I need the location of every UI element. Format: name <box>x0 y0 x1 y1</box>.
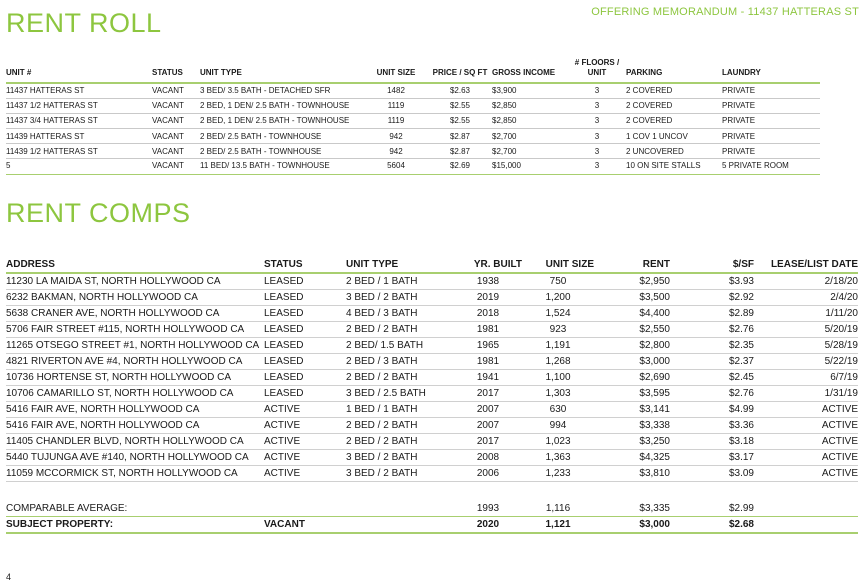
unit-count: 5 <box>6 159 152 174</box>
address: 11059 MCCORMICK ST, NORTH HOLLYWOOD CA <box>6 466 264 482</box>
address: 5638 CRANER AVE, NORTH HOLLYWOOD CA <box>6 306 264 322</box>
status: LEASED <box>264 322 346 338</box>
unit-size: 1119 <box>364 98 428 113</box>
unit-size: 1,268 <box>522 354 594 370</box>
unit-size: 750 <box>522 273 594 290</box>
table-row <box>6 434 858 450</box>
col-parking: PARKING <box>626 56 722 83</box>
table-row <box>6 466 858 482</box>
unit-size: 1,524 <box>522 306 594 322</box>
address: 10736 HORTENSE ST, NORTH HOLLYWOOD CA <box>6 370 264 386</box>
table-row-total <box>6 159 820 174</box>
year-built: 2007 <box>454 402 522 418</box>
col-status: STATUS <box>264 258 346 273</box>
gross-income: $3,900 <box>492 83 568 98</box>
year-built: 1981 <box>454 354 522 370</box>
year-built: 2020 <box>454 517 522 534</box>
laundry: PRIVATE <box>722 129 820 144</box>
rent: $2,690 <box>594 370 670 386</box>
rent: $3,000 <box>594 354 670 370</box>
table-row <box>6 338 858 354</box>
address: 11265 OTSEGO STREET #1, NORTH HOLLYWOOD CA <box>6 338 264 354</box>
page-number: 4 <box>6 572 12 582</box>
unit-type: 2 BED / 2 BATH <box>346 434 454 450</box>
lease-date: 1/11/20 <box>754 306 858 322</box>
unit-size: 1,363 <box>522 450 594 466</box>
rent: $3,335 <box>594 501 670 517</box>
price-sqft: $2.76 <box>670 386 754 402</box>
year-built: 2006 <box>454 466 522 482</box>
rent-comps-table <box>6 258 858 534</box>
address: 5416 FAIR AVE, NORTH HOLLYWOOD CA <box>6 418 264 434</box>
unit-type: 1 BED / 1 BATH <box>346 402 454 418</box>
unit-number: 11439 1/2 HATTERAS ST <box>6 144 152 159</box>
price-sqft: $2.99 <box>670 501 754 517</box>
unit-size: 1,200 <box>522 290 594 306</box>
table-row <box>6 83 820 98</box>
parking: 2 COVERED <box>626 98 722 113</box>
lease-date: 2/18/20 <box>754 273 858 290</box>
unit-type: 2 BED / 2 BATH <box>346 322 454 338</box>
unit-type: 2 BED / 2 BATH <box>346 418 454 434</box>
price-sqft: $2.76 <box>670 322 754 338</box>
col-unit-size: UNIT SIZE <box>364 56 428 83</box>
parking: 1 COV 1 UNCOV <box>626 129 722 144</box>
year-built: 1981 <box>454 322 522 338</box>
price-sqft: $2.69 <box>428 159 492 174</box>
unit-type: 2 BED, 1 DEN/ 2.5 BATH - TOWNHOUSE <box>200 98 364 113</box>
unit-size: 1,233 <box>522 466 594 482</box>
rent: $2,550 <box>594 322 670 338</box>
unit-size: 630 <box>522 402 594 418</box>
status: VACANT <box>152 98 200 113</box>
rent-roll-title: RENT ROLL <box>6 8 162 38</box>
status: ACTIVE <box>264 450 346 466</box>
rent: $3,250 <box>594 434 670 450</box>
rent: $2,950 <box>594 273 670 290</box>
laundry: PRIVATE <box>722 98 820 113</box>
unit-type <box>346 501 454 517</box>
unit-number: 11437 HATTERAS ST <box>6 83 152 98</box>
unit-size: 1,100 <box>522 370 594 386</box>
lease-date: ACTIVE <box>754 418 858 434</box>
col-unit-number: UNIT # <box>6 56 152 83</box>
unit-type: 11 BED/ 13.5 BATH - TOWNHOUSE <box>200 159 364 174</box>
unit-size: 942 <box>364 129 428 144</box>
price-sqft: $3.93 <box>670 273 754 290</box>
laundry: PRIVATE <box>722 144 820 159</box>
status: VACANT <box>152 129 200 144</box>
status: ACTIVE <box>264 466 346 482</box>
status: ACTIVE <box>264 418 346 434</box>
address: COMPARABLE AVERAGE: <box>6 501 264 517</box>
status <box>264 501 346 517</box>
table-row <box>6 273 858 290</box>
table-row <box>6 450 858 466</box>
price-sqft: $3.17 <box>670 450 754 466</box>
table-row <box>6 113 820 128</box>
floors: 3 <box>568 98 626 113</box>
year-built: 1965 <box>454 338 522 354</box>
status: VACANT <box>152 83 200 98</box>
price-sqft: $3.18 <box>670 434 754 450</box>
price-sqft: $2.92 <box>670 290 754 306</box>
parking: 2 COVERED <box>626 113 722 128</box>
status: VACANT <box>264 517 346 534</box>
laundry: PRIVATE <box>722 83 820 98</box>
gross-income: $2,850 <box>492 98 568 113</box>
unit-type: 2 BED / 3 BATH <box>346 354 454 370</box>
lease-date: 5/28/19 <box>754 338 858 354</box>
rent-roll-table <box>6 56 820 175</box>
status: LEASED <box>264 306 346 322</box>
address: 5706 FAIR STREET #115, NORTH HOLLYWOOD CA <box>6 322 264 338</box>
address: 11230 LA MAIDA ST, NORTH HOLLYWOOD CA <box>6 273 264 290</box>
lease-date: ACTIVE <box>754 450 858 466</box>
price-sqft: $2.37 <box>670 354 754 370</box>
price-sqft: $2.35 <box>670 338 754 354</box>
lease-date: ACTIVE <box>754 434 858 450</box>
address: 10706 CAMARILLO ST, NORTH HOLLYWOOD CA <box>6 386 264 402</box>
gross-income: $2,700 <box>492 129 568 144</box>
col-lease-date: LEASE/LIST DATE <box>754 258 858 273</box>
unit-type <box>346 517 454 534</box>
unit-type: 3 BED / 2 BATH <box>346 466 454 482</box>
year-built: 2018 <box>454 306 522 322</box>
status: ACTIVE <box>264 402 346 418</box>
rent: $3,500 <box>594 290 670 306</box>
col-rent: RENT <box>594 258 670 273</box>
lease-date <box>754 517 858 534</box>
laundry: PRIVATE <box>722 113 820 128</box>
year-built: 2007 <box>454 418 522 434</box>
lease-date: ACTIVE <box>754 466 858 482</box>
rent: $4,325 <box>594 450 670 466</box>
rent: $3,338 <box>594 418 670 434</box>
rent: $3,000 <box>594 517 670 534</box>
col-address: ADDRESS <box>6 258 264 273</box>
unit-type: 2 BED, 1 DEN/ 2.5 BATH - TOWNHOUSE <box>200 113 364 128</box>
price-sqft: $3.36 <box>670 418 754 434</box>
unit-type: 4 BED / 3 BATH <box>346 306 454 322</box>
table-row <box>6 354 858 370</box>
unit-size: 942 <box>364 144 428 159</box>
unit-number: 11437 1/2 HATTERAS ST <box>6 98 152 113</box>
year-built: 1993 <box>454 501 522 517</box>
price-sqft: $3.09 <box>670 466 754 482</box>
subject-property-row <box>6 517 858 534</box>
address: 5416 FAIR AVE, NORTH HOLLYWOOD CA <box>6 402 264 418</box>
rent-roll-header-row <box>6 56 820 83</box>
col-laundry: LAUNDRY <box>722 56 820 83</box>
rent-comps-title: RENT COMPS <box>6 198 191 228</box>
unit-type: 3 BED / 2 BATH <box>346 450 454 466</box>
status: LEASED <box>264 273 346 290</box>
unit-type: 2 BED / 1 BATH <box>346 273 454 290</box>
col-unit-size: UNIT SIZE <box>522 258 594 273</box>
address: 11405 CHANDLER BLVD, NORTH HOLLYWOOD CA <box>6 434 264 450</box>
status: ACTIVE <box>264 434 346 450</box>
price-sqft: $2.55 <box>428 113 492 128</box>
price-sqft: $2.45 <box>670 370 754 386</box>
col-floors: # FLOORS / UNIT <box>568 56 626 83</box>
col-unit-type: UNIT TYPE <box>346 258 454 273</box>
col-price-sqft: PRICE / SQ FT <box>428 56 492 83</box>
year-built: 2017 <box>454 386 522 402</box>
address: SUBJECT PROPERTY: <box>6 517 264 534</box>
floors: 3 <box>568 83 626 98</box>
table-row <box>6 306 858 322</box>
status: LEASED <box>264 370 346 386</box>
table-row <box>6 129 820 144</box>
col-unit-type: UNIT TYPE <box>200 56 364 83</box>
floors: 3 <box>568 129 626 144</box>
lease-date: 2/4/20 <box>754 290 858 306</box>
price-sqft: $2.87 <box>428 144 492 159</box>
price-sqft: $2.63 <box>428 83 492 98</box>
document-header: OFFERING MEMORANDUM - 11437 HATTERAS ST <box>591 6 859 18</box>
col-status: STATUS <box>152 56 200 83</box>
spacer-cell <box>6 482 858 501</box>
year-built: 1938 <box>454 273 522 290</box>
unit-type: 2 BED/ 2.5 BATH - TOWNHOUSE <box>200 144 364 159</box>
unit-size: 1,121 <box>522 517 594 534</box>
lease-date <box>754 501 858 517</box>
table-row <box>6 290 858 306</box>
price-sqft: $2.55 <box>428 98 492 113</box>
status: VACANT <box>152 159 200 174</box>
address: 5440 TUJUNGA AVE #140, NORTH HOLLYWOOD CA <box>6 450 264 466</box>
unit-type: 3 BED / 2 BATH <box>346 290 454 306</box>
price-sqft: $4.99 <box>670 402 754 418</box>
year-built: 1941 <box>454 370 522 386</box>
address: 4821 RIVERTON AVE #4, NORTH HOLLYWOOD CA <box>6 354 264 370</box>
price-sqft: $2.68 <box>670 517 754 534</box>
unit-size: 1,116 <box>522 501 594 517</box>
year-built: 2017 <box>454 434 522 450</box>
unit-size: 5604 <box>364 159 428 174</box>
comparable-average-row <box>6 501 858 517</box>
col-year-built: YR. BUILT <box>454 258 522 273</box>
year-built: 2008 <box>454 450 522 466</box>
table-row <box>6 144 820 159</box>
rent-comps-header-row <box>6 258 858 273</box>
unit-type: 2 BED/ 2.5 BATH - TOWNHOUSE <box>200 129 364 144</box>
unit-size: 994 <box>522 418 594 434</box>
rent: $4,400 <box>594 306 670 322</box>
status: LEASED <box>264 354 346 370</box>
lease-date: ACTIVE <box>754 402 858 418</box>
col-price-sqft: $/SF <box>670 258 754 273</box>
unit-size: 1,023 <box>522 434 594 450</box>
lease-date: 5/22/19 <box>754 354 858 370</box>
unit-type: 3 BED / 2.5 BATH <box>346 386 454 402</box>
rent: $3,595 <box>594 386 670 402</box>
table-row <box>6 370 858 386</box>
unit-type: 3 BED/ 3.5 BATH - DETACHED SFR <box>200 83 364 98</box>
floors: 3 <box>568 113 626 128</box>
floors: 3 <box>568 144 626 159</box>
table-row <box>6 402 858 418</box>
table-row <box>6 98 820 113</box>
floors: 3 <box>568 159 626 174</box>
status: LEASED <box>264 338 346 354</box>
price-sqft: $2.87 <box>428 129 492 144</box>
parking: 10 ON SITE STALLS <box>626 159 722 174</box>
lease-date: 6/7/19 <box>754 370 858 386</box>
col-gross-income: GROSS INCOME <box>492 56 568 83</box>
unit-type: 2 BED / 2 BATH <box>346 370 454 386</box>
unit-size: 923 <box>522 322 594 338</box>
rent: $3,810 <box>594 466 670 482</box>
rent: $3,141 <box>594 402 670 418</box>
unit-type: 2 BED/ 1.5 BATH <box>346 338 454 354</box>
gross-income: $15,000 <box>492 159 568 174</box>
table-row <box>6 386 858 402</box>
rent: $2,800 <box>594 338 670 354</box>
unit-size: 1,191 <box>522 338 594 354</box>
table-row <box>6 418 858 434</box>
status: LEASED <box>264 386 346 402</box>
gross-income: $2,700 <box>492 144 568 159</box>
status: VACANT <box>152 113 200 128</box>
gross-income: $2,850 <box>492 113 568 128</box>
year-built: 2019 <box>454 290 522 306</box>
unit-number: 11439 HATTERAS ST <box>6 129 152 144</box>
parking: 2 UNCOVERED <box>626 144 722 159</box>
unit-number: 11437 3/4 HATTERAS ST <box>6 113 152 128</box>
parking: 2 COVERED <box>626 83 722 98</box>
unit-size: 1119 <box>364 113 428 128</box>
lease-date: 5/20/19 <box>754 322 858 338</box>
table-row <box>6 322 858 338</box>
status: VACANT <box>152 144 200 159</box>
unit-size: 1482 <box>364 83 428 98</box>
laundry: 5 PRIVATE ROOM <box>722 159 820 174</box>
spacer-row <box>6 482 858 501</box>
lease-date: 1/31/19 <box>754 386 858 402</box>
unit-size: 1,303 <box>522 386 594 402</box>
status: LEASED <box>264 290 346 306</box>
address: 6232 BAKMAN, NORTH HOLLYWOOD CA <box>6 290 264 306</box>
price-sqft: $2.89 <box>670 306 754 322</box>
